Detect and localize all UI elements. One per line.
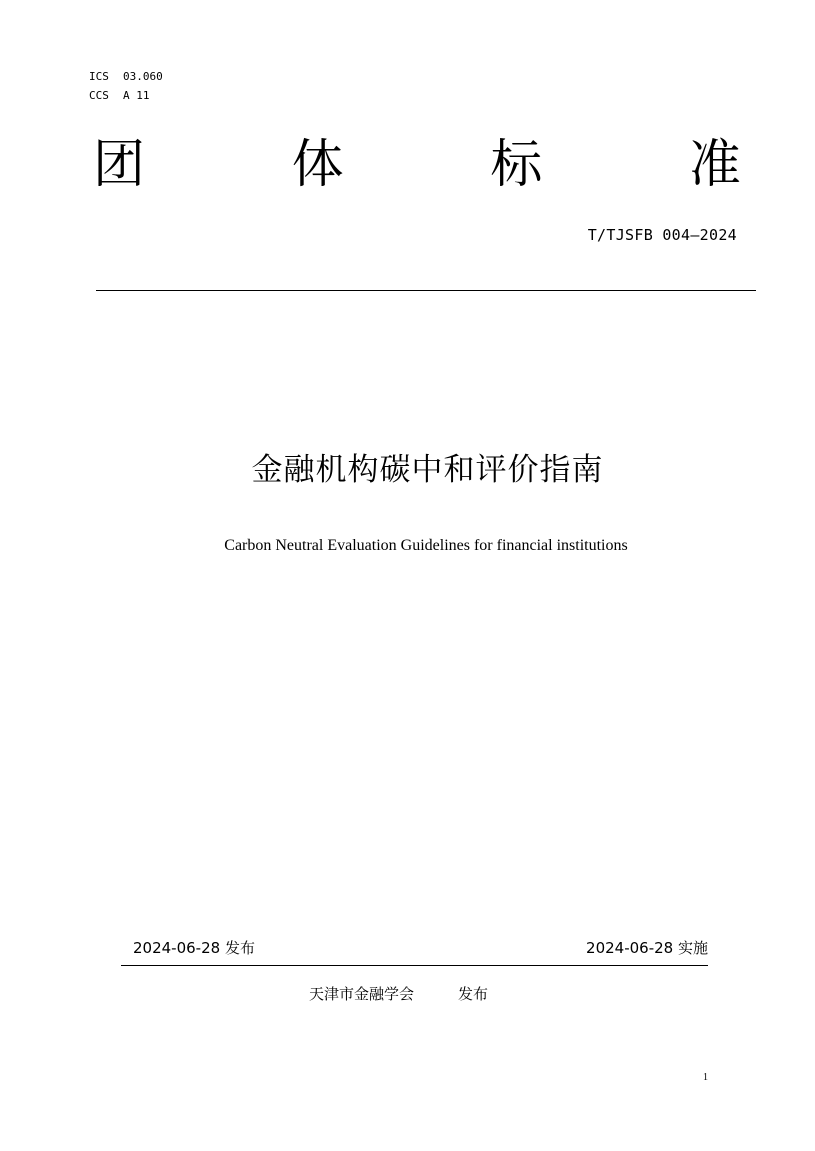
title-char-2: 体	[291, 135, 344, 195]
title-char-4: 准	[688, 135, 741, 195]
title-char-3: 标	[490, 135, 543, 195]
header-divider	[96, 290, 756, 291]
ccs-label: CCS	[89, 89, 109, 102]
ics-label: ICS	[89, 70, 109, 83]
page-number: 1	[703, 1072, 708, 1083]
ics-row	[89, 67, 163, 86]
ccs-row	[89, 86, 163, 105]
title-char-1: 团	[93, 135, 146, 195]
ccs-value: A 11	[123, 89, 150, 102]
footer-divider	[121, 965, 708, 966]
document-title-en: Carbon Neutral Evaluation Guidelines for financial institutions	[224, 537, 628, 554]
ics-value: 03.060	[123, 70, 163, 83]
implementation-date: 2024-06-28 实施	[586, 939, 708, 957]
standard-type-title	[93, 133, 741, 197]
issue-date: 2024-06-28 发布	[133, 939, 255, 957]
publisher-line	[309, 983, 488, 1004]
standard-number: T/TJSFB 004—2024	[587, 226, 737, 244]
publish-label: 发布	[458, 985, 489, 1003]
publisher-name: 天津市金融学会	[309, 985, 415, 1003]
document-title-cn: 金融机构碳中和评价指南	[251, 452, 604, 488]
classification-codes	[89, 67, 163, 105]
